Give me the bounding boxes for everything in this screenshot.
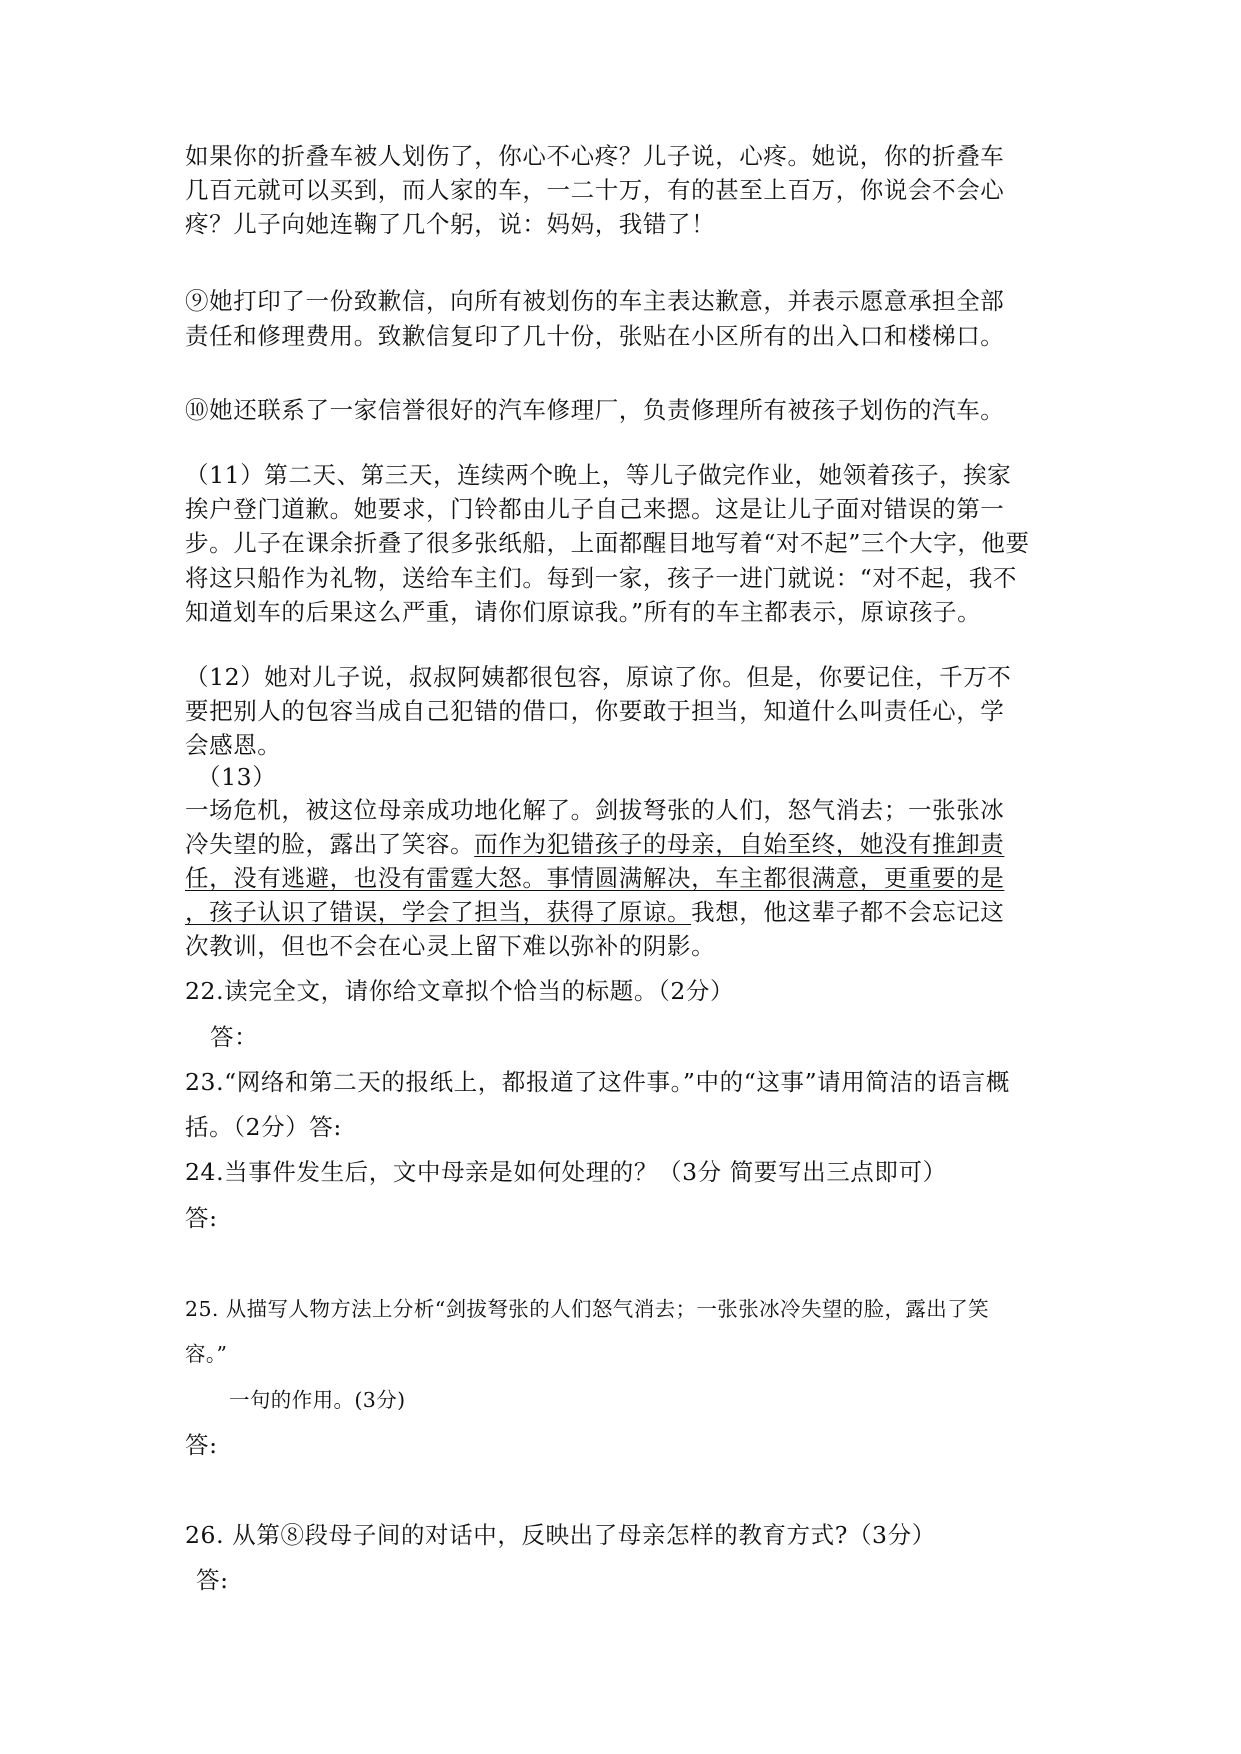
paragraph-11-line-5: 知道划车的后果这么严重，请你们原谅我。”所有的车主都表示，原谅孩子。 <box>185 598 982 626</box>
paragraph-8-line-3: 疼？儿子向她连鞠了几个躬，说：妈妈，我错了！ <box>185 210 716 238</box>
question-25-line-2: 容。” <box>185 1342 228 1366</box>
paragraph-12-line-2: 要把别人的包容当成自己犯错的借口，你要敢于担当，知道什么叫责任心，学 <box>185 697 1005 725</box>
paragraph-13-underlined-text-end: ，孩子认识了错误，学会了担当，获得了原谅。 <box>185 898 692 926</box>
question-22-answer-label: 答： <box>210 1023 259 1051</box>
question-22: 22.读完全文，请你给文章拟个恰当的标题。（2分） <box>185 977 735 1005</box>
question-23-line-1: 23.“网络和第二天的报纸上，都报道了这件事。”中的“这事”请用简洁的语言概 <box>185 1068 1010 1096</box>
question-25-answer-label: 答: <box>185 1431 218 1459</box>
paragraph-13-line-5: 次教训，但也不会在心灵上留下难以弥补的阴影。 <box>185 932 716 960</box>
question-26: 26. 从第⑧段母子间的对话中，反映出了母亲怎样的教育方式?（3分） <box>185 1521 936 1549</box>
paragraph-13-line-3: 任，没有逃避，也没有雷霆大怒。事情圆满解决，车主都很满意，更重要的是 <box>185 864 1005 892</box>
paragraph-12-line-1: （12）她对儿子说，叔叔阿姨都很包容，原谅了你。但是，你要记住，千万不 <box>185 663 1012 691</box>
paragraph-13-underlined-text: 而作为犯错孩子的母亲，自始至终，她没有推卸责 <box>474 830 1005 858</box>
question-24-answer-label: 答: <box>185 1204 218 1232</box>
paragraph-12-line-3: 会感恩。 <box>185 731 282 759</box>
paragraph-9-line-1: ⑨她打印了一份致歉信，向所有被划伤的车主表达歉意，并表示愿意承担全部 <box>185 287 1005 315</box>
question-25-line-3: 一句的作用。(3分) <box>229 1388 406 1412</box>
question-23-line-2: 括。（2分）答: <box>185 1113 342 1141</box>
question-24: 24.当事件发生后，文中母亲是如何处理的？（3分 简要写出三点即可） <box>185 1158 947 1186</box>
paragraph-13-line-4 <box>185 897 1004 927</box>
paragraph-8-line-1: 如果你的折叠车被人划伤了，你心不心疼？儿子说，心疼。她说，你的折叠车 <box>185 142 1005 170</box>
paragraph-11-line-3: 步。儿子在课余折叠了很多张纸船，上面都醒目地写着“对不起”三个大字，他要 <box>185 529 1030 557</box>
paragraph-13-line-4-plain: 我想，他这辈子都不会忘记这 <box>691 898 1005 926</box>
paragraph-9-line-2: 责任和修理费用。致歉信复印了几十份，张贴在小区所有的出入口和楼梯口。 <box>185 322 1005 350</box>
question-25-line-1: 25. 从描写人物方法上分析“剑拔弩张的人们怒气消去；一张张冰冷失望的脸，露出了笑 <box>185 1297 989 1321</box>
paragraph-13-line-1: 一场危机，被这位母亲成功地化解了。剑拔弩张的人们，怒气消去；一张张冰 <box>185 796 1005 824</box>
paragraph-13-line-2-plain: 冷失望的脸，露出了笑容。 <box>185 830 475 858</box>
paragraph-13-line-2 <box>185 829 1004 859</box>
question-26-answer-label: 答: <box>196 1566 229 1594</box>
paragraph-8-line-2: 几百元就可以买到，而人家的车，一二十万，有的甚至上百万，你说会不会心 <box>185 176 1005 204</box>
paragraph-13-label: （13） <box>197 763 277 791</box>
paragraph-11-line-4: 将这只船作为礼物，送给车主们。每到一家，孩子一进门就说：“对不起，我不 <box>185 564 1018 592</box>
paragraph-11-line-1: （11）第二天、第三天，连续两个晚上，等儿子做完作业，她领着孩子，挨家 <box>185 461 1012 489</box>
paragraph-11-line-2: 挨户登门道歉。她要求，门铃都由儿子自己来摁。这是让儿子面对错误的第一 <box>185 495 1005 523</box>
paragraph-10-line-1: ⑩她还联系了一家信誉很好的汽车修理厂，负责修理所有被孩子划伤的汽车。 <box>185 396 1005 424</box>
